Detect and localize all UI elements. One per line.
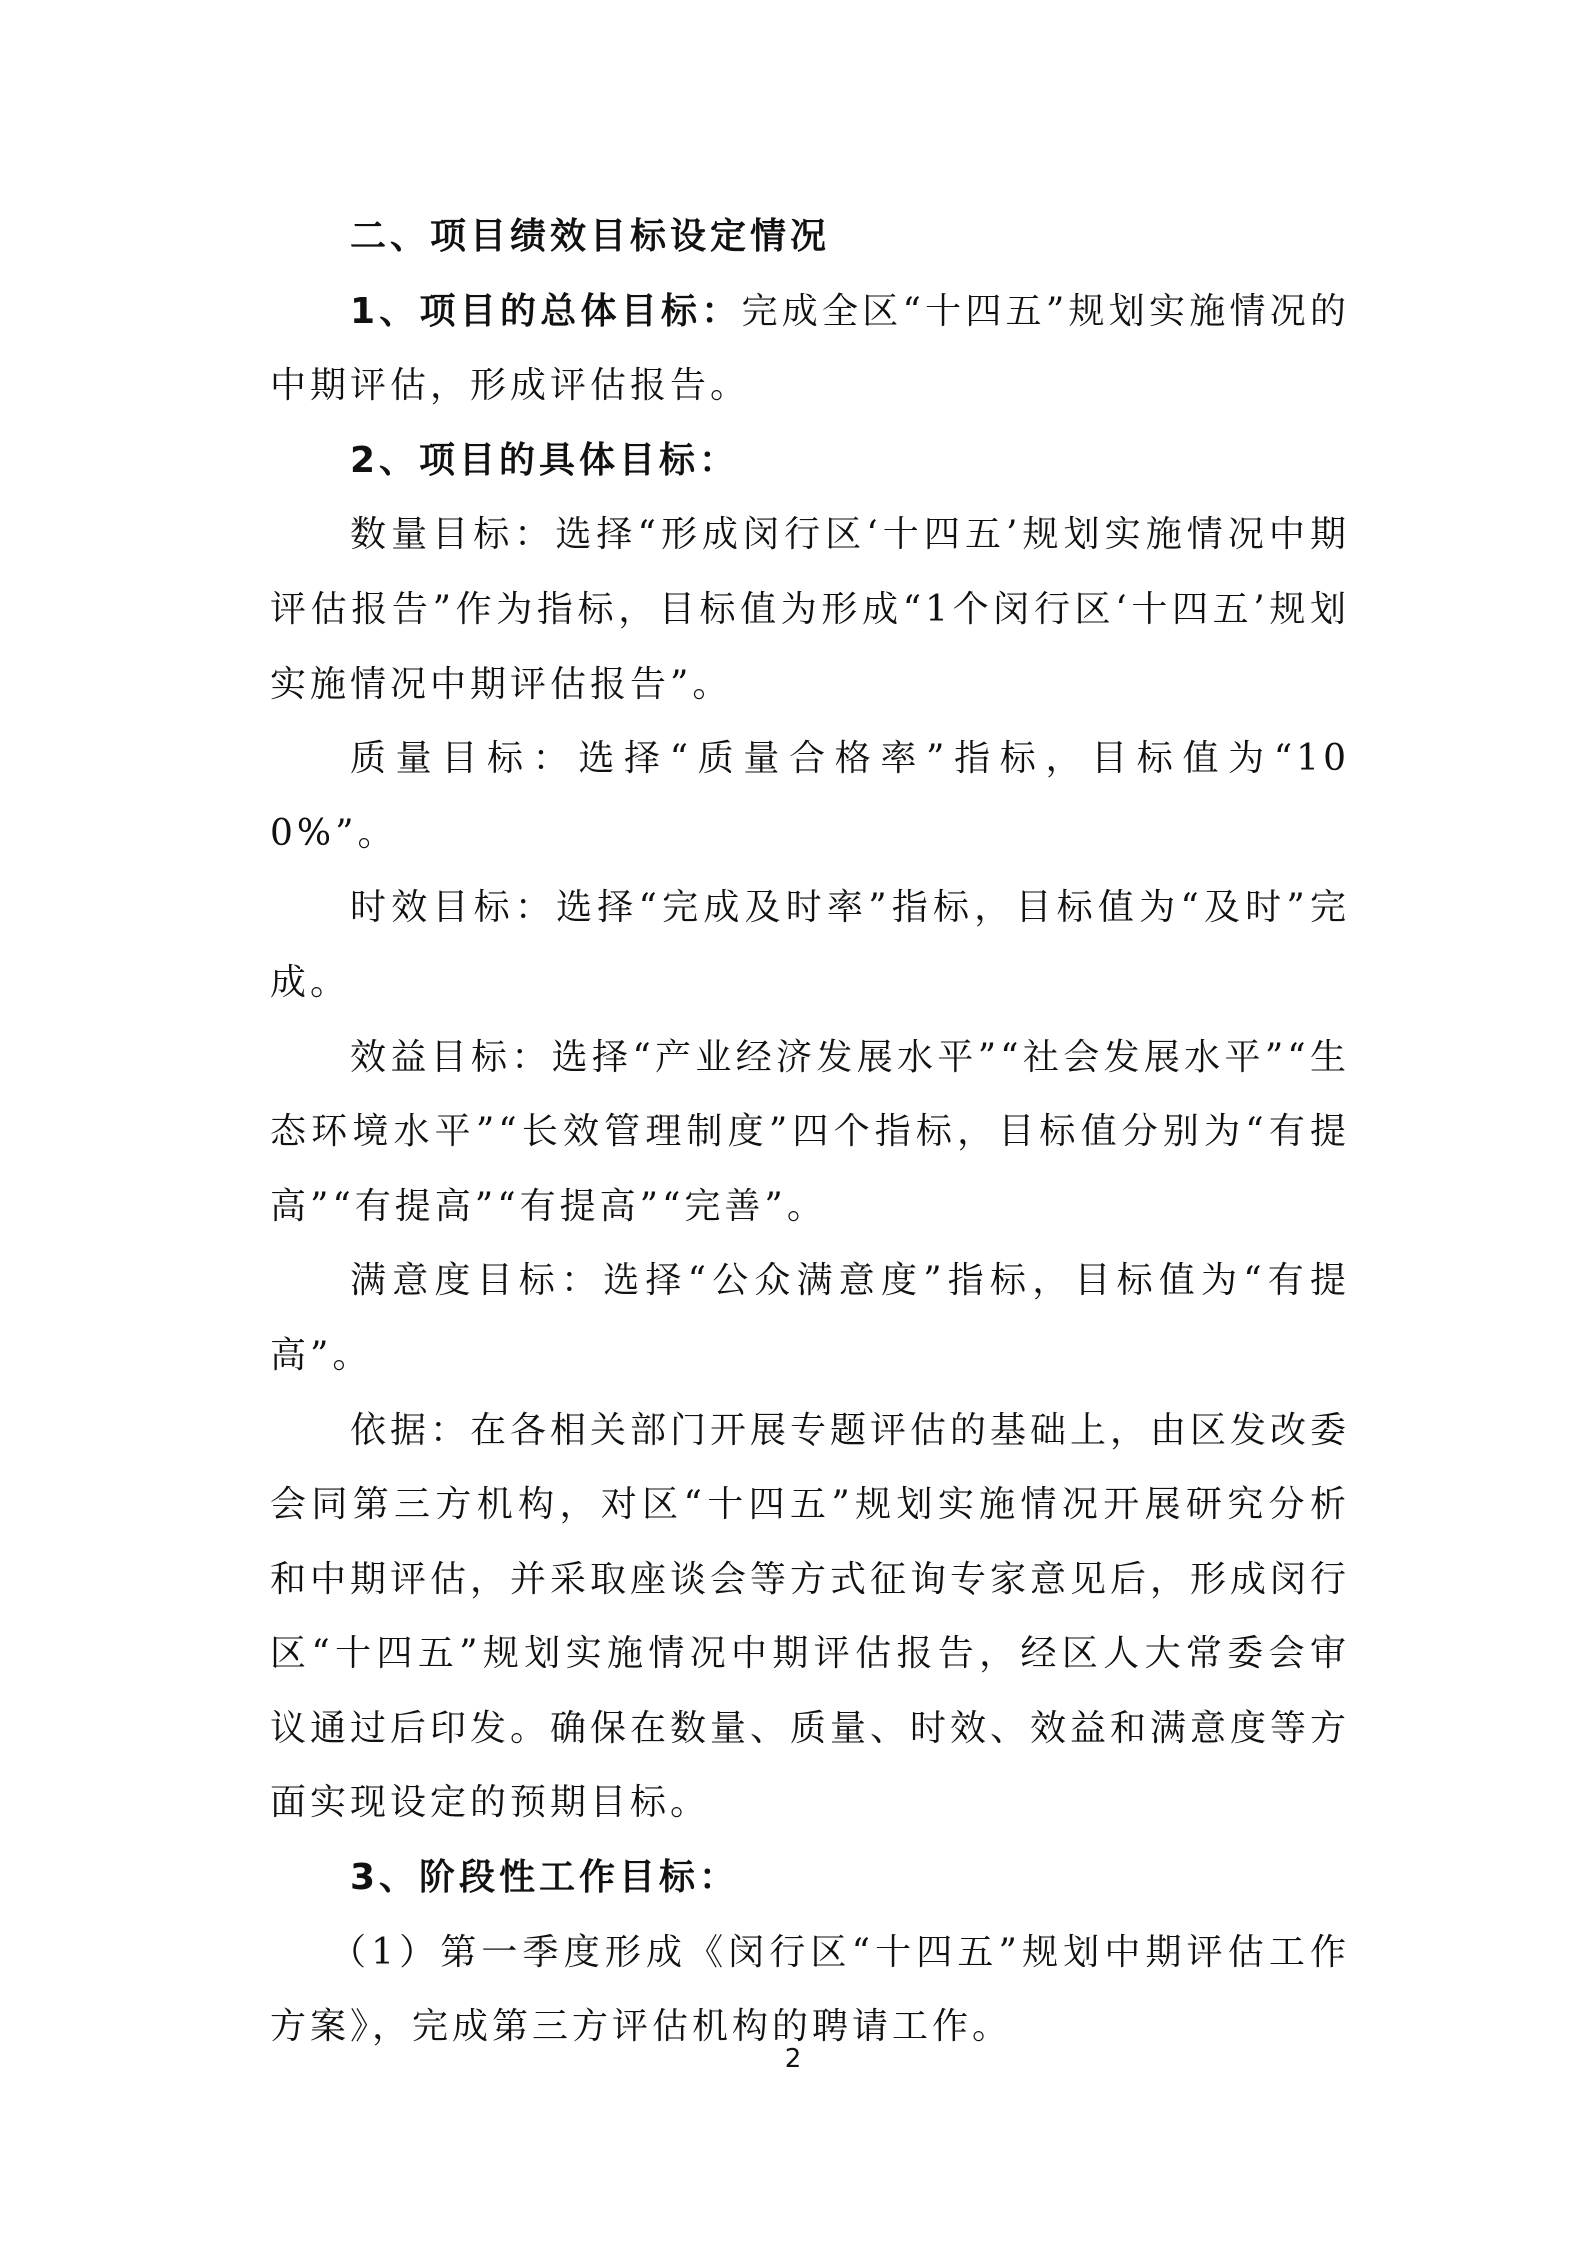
overall-goal-text: 完成全区“十四五”规划实施情况的中期评估，形成评估报告。 (270, 290, 1350, 407)
overall-goal-paragraph (270, 275, 1350, 424)
stage-goal-heading: 3、阶段性工作目标： (350, 1857, 740, 1899)
satisfaction-goal-paragraph: 满意度目标：选择“公众满意度”指标，目标值为“有提高”。 (270, 1260, 1350, 1376)
stage-goal-item-1: （1）第一季度形成《闵行区“十四五”规划中期评估工作方案》，完成第三方评估机构的聘请工作。 (270, 1931, 1350, 2048)
basis-paragraph: 依据：在各相关部门开展专题评估的基础上，由区发改委会同第三方机构，对区“十四五”规划实施情况开展研究分析和中期评估，并采取座谈会等方式征询专家意见后，形成闵行区“十四五”规划实施情况中期评估报告，经区人大常委会审议通过后印发。确保在数量、质量、时效、效益和满意度等方面实现设定的预期目标。 (270, 1409, 1351, 1824)
timeliness-goal-paragraph: 时效目标：选择“完成及时率”指标，目标值为“及时”完成。 (270, 887, 1350, 1003)
document-body (270, 200, 1350, 2065)
page-number: 2 (784, 2044, 802, 2074)
section-heading: 二、项目绩效目标设定情况 (350, 216, 831, 257)
benefit-goal-paragraph: 效益目标：选择“产业经济发展水平”“社会发展水平”“生态环境水平”“长效管理制度”四个指标，目标值分别为“有提高”“有提高”“有提高”“完善”。 (270, 1036, 1350, 1227)
quality-goal-paragraph: 质量目标：选择“质量合格率”指标，目标值为“100%”。 (270, 738, 1350, 854)
quantity-goal-paragraph: 数量目标：选择“形成闵行区‘十四五’规划实施情况中期评估报告”作为指标，目标值为形成“1个闵行区‘十四五’规划实施情况中期评估报告”。 (270, 514, 1350, 705)
specific-goal-heading: 2、项目的具体目标： (350, 439, 740, 481)
overall-goal-lead: 1、项目的总体目标： (350, 290, 742, 332)
